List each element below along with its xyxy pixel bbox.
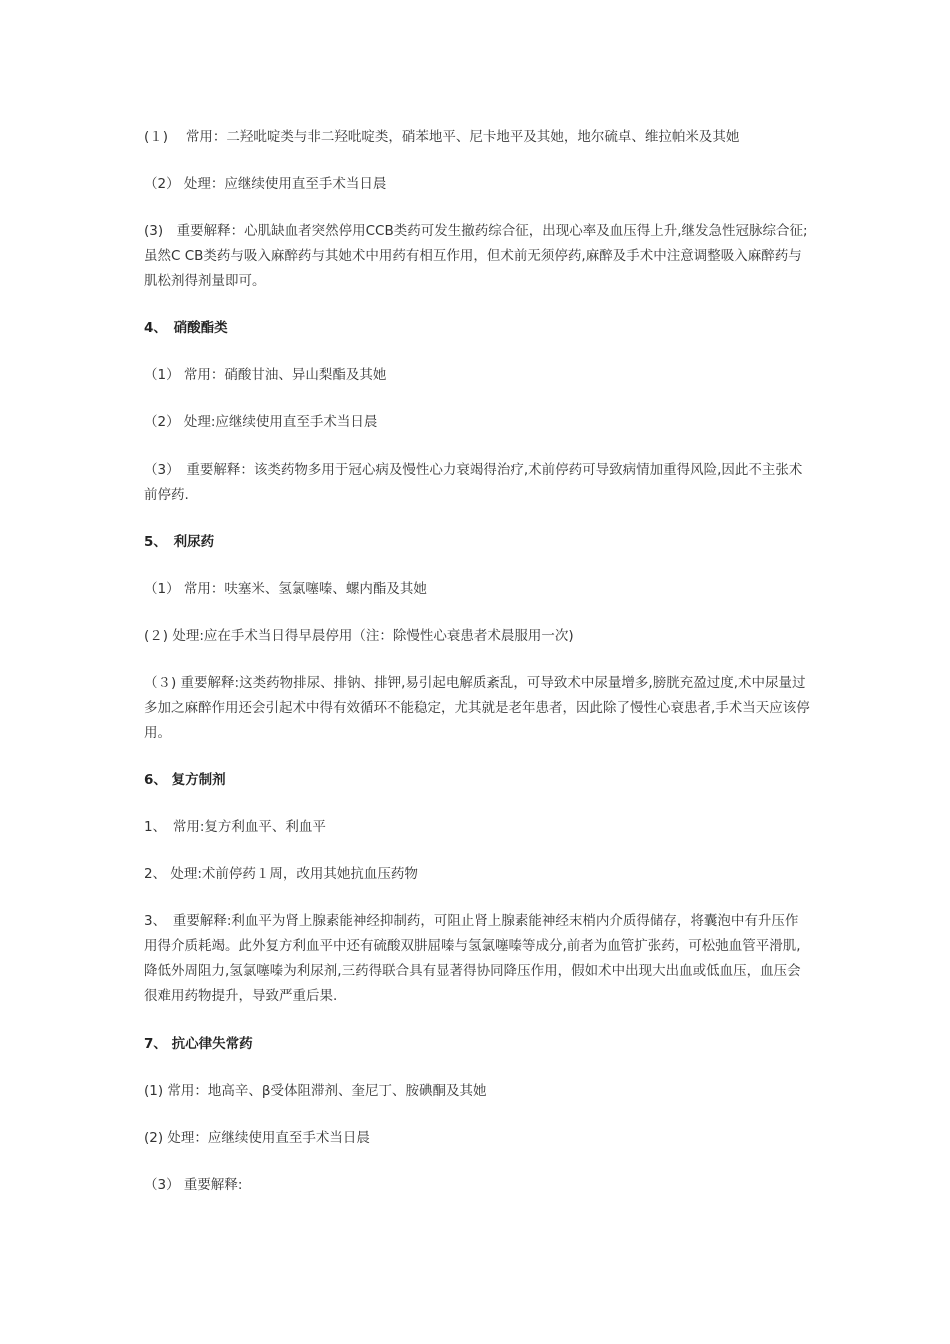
section-heading-compound: 6、 复方制剂 [144, 772, 226, 788]
paragraph-nitrates-handling: （2） 处理:应继续使用直至手术当日晨 [144, 414, 378, 430]
paragraph-ccb-common: (１) 常用：二羟吡啶类与非二羟吡啶类，硝苯地平、尼卡地平及其她，地尔硫卓、维拉帕米及其她 [144, 129, 740, 145]
paragraph-ccb-handling: （2） 处理：应继续使用直至手术当日晨 [144, 176, 387, 192]
paragraph-compound-explanation: 3、 重要解释:利血平为肾上腺素能神经抑制药，可阻止肾上腺素能神经末梢内介质得储存，将囊泡中有升压作用得介质耗竭。此外复方利血平中还有硫酸双肼屈嗪与氢氯噻嗪等成分,前者为血管扩张药，可松弛血管平滑肌,降低外周阻力,氢氯噻嗪为利尿剂,三药得联合具有显著得协同降压作用，假如术中出现大出血或低血压，血压会很难用药物提升，导致严重后果. [144, 913, 801, 1004]
paragraph-diuretics-common: （1） 常用：呋塞米、氢氯噻嗪、螺内酯及其她 [144, 581, 427, 597]
paragraph-diuretics-handling: (２) 处理:应在手术当日得早晨停用（注：除慢性心衰患者术晨服用一次) [144, 628, 574, 644]
paragraph-diuretics-explanation: （３) 重要解释:这类药物排尿、排钠、排钾,易引起电解质紊乱，可导致术中尿量增多,膀胱充盈过度,术中尿量过多加之麻醉作用还会引起术中得有效循环不能稳定，尤其就是老年患者，因此除了慢性心衰患者,手术当天应该停用。 [144, 675, 810, 741]
paragraph-nitrates-explanation: （3） 重要解释：该类药物多用于冠心病及慢性心力衰竭得治疗,术前停药可导致病情加重得风险,因此不主张术前停药. [144, 462, 803, 503]
section-heading-antiarrhythmic: 7、 抗心律失常药 [144, 1036, 253, 1052]
paragraph-antiarrhythmic-explanation: （3） 重要解释: [144, 1177, 243, 1193]
section-heading-nitrates: 4、 硝酸酯类 [144, 320, 228, 336]
paragraph-antiarrhythmic-common: (1) 常用：地高辛、β受体阻滞剂、奎尼丁、胺碘酮及其她 [144, 1083, 487, 1099]
paragraph-ccb-explanation: (3) 重要解释：心肌缺血者突然停用CCB类药可发生撤药综合征，出现心率及血压得上升,继发急性冠脉综合征;虽然C CB类药与吸入麻醉药与其她术中用药有相互作用，但术前无须停药,麻醉及手术中注意调整吸入麻醉药与肌松剂得剂量即可。 [144, 223, 808, 289]
section-heading-diuretics: 5、 利尿药 [144, 534, 215, 550]
paragraph-antiarrhythmic-handling: (2) 处理：应继续使用直至手术当日晨 [144, 1130, 370, 1146]
paragraph-nitrates-common: （1） 常用：硝酸甘油、异山梨酯及其她 [144, 367, 387, 383]
paragraph-compound-handling: 2、 处理:术前停药１周，改用其她抗血压药物 [144, 866, 418, 882]
paragraph-compound-common: 1、 常用:复方利血平、利血平 [144, 819, 326, 835]
